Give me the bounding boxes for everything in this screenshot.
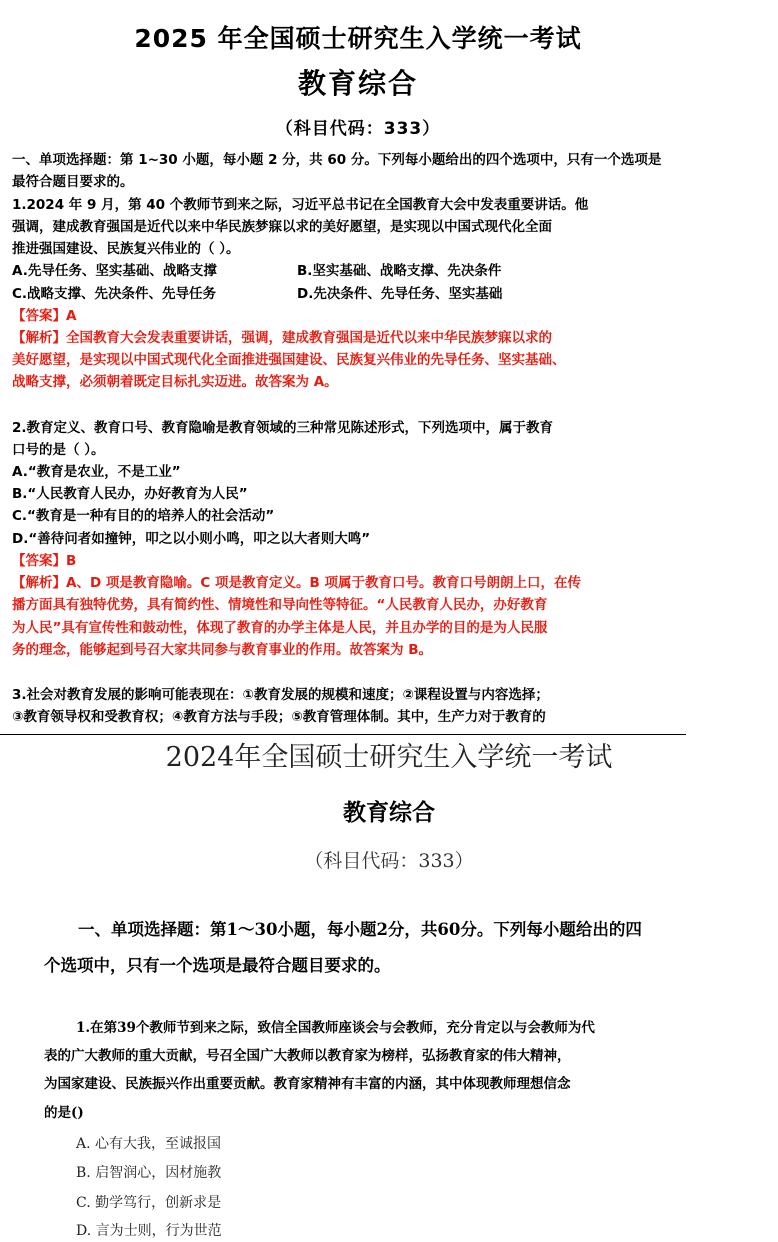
question-2-stem: 口号的是（ ）。: [12, 442, 105, 458]
question-1-option-b: B.坚实基础、战略支撑、先决条件: [297, 263, 502, 279]
section-heading: 一、单项选择题：第1～30小题，每小题2分，共60分。下列每小题给出的四: [78, 920, 642, 939]
exam-subject: 教育综合: [297, 67, 418, 100]
section-heading: 个选项中，只有一个选项是最符合题目要求的。: [44, 956, 391, 975]
question-2-option-c: C.“教育是一种有目的的培养人的社会活动”: [12, 508, 275, 524]
question-1-stem: 1.2024 年 9 月，第 40 个教师节到来之际，习近平总书记在全国教育大会中发表重要讲话。他: [12, 197, 589, 213]
question-1-analysis: 战略支撑，必须朝着既定目标扎实迈进。故答案为 A。: [12, 374, 338, 390]
question-3-stem: ③教育领导权和受教育权；④教育方法与手段；⑤教育管理体制。其中，生产力对于教育的: [12, 709, 546, 725]
exam-title: 2024年全国硕士研究生入学统一考试: [165, 742, 613, 773]
question-2-option-d: D.“善待问者如撞钟，叩之以小则小鸣，叩之以大者则大鸣”: [12, 531, 371, 547]
question-1-stem: 为国家建设、民族振兴作出重要贡献。教育家精神有丰富的内涵，其中体现教师理想信念: [44, 1076, 571, 1092]
question-1-option-c: C.战略支撑、先决条件、先导任务: [12, 286, 217, 302]
exam-subject: 教育综合: [343, 799, 435, 826]
question-1-option-c: C. 勤学笃行，创新求是: [76, 1195, 222, 1211]
question-1-option-a: A.先导任务、坚实基础、战略支撑: [12, 263, 217, 279]
section-heading: 一、单项选择题：第 1~30 小题，每小题 2 分，共 60 分。下列每小题给出的四个选项中，只有一个选项是: [12, 152, 662, 168]
question-2-analysis: 为人民”具有宣传性和鼓动性，体现了教育的办学主体是人民，并且办学的目的是为人民服: [12, 620, 548, 636]
question-2-analysis: 务的理念，能够起到号召大家共同参与教育事业的作用。故答案为 B。: [12, 642, 432, 658]
question-1-stem: 表的广大教师的重大贡献，号召全国广大教师以教育家为榜样，弘扬教育家的伟大精神，: [44, 1048, 571, 1064]
question-3-stem: 3.社会对教育发展的影响可能表现在：①教育发展的规模和速度；②课程设置与内容选择；: [12, 687, 549, 703]
question-1-stem: 强调，建成教育强国是近代以来中华民族梦寐以求的美好愿望，是实现以中国式现代化全面: [12, 219, 552, 235]
question-1-option-a: A. 心有大我，至诚报国: [76, 1136, 222, 1152]
question-2-answer: 【答案】B: [12, 553, 77, 569]
question-1-stem: 1.在第39个教师节到来之际，致信全国教师座谈会与会教师，充分肯定以与会教师为代: [76, 1020, 595, 1036]
question-1-stem: 推进强国建设、民族复兴伟业的（ ）。: [12, 241, 240, 257]
question-2-option-a: A.“教育是农业，不是工业”: [12, 464, 181, 480]
question-1-option-b: B. 启智润心，因材施教: [76, 1165, 222, 1181]
question-2-analysis: 播方面具有独特优势，具有简约性、情境性和导向性等特征。“人民教育人民办，办好教育: [12, 597, 548, 613]
question-1-analysis: 美好愿望，是实现以中国式现代化全面推进强国建设、民族复兴伟业的先导任务、坚实基础、: [12, 352, 566, 368]
exam-title: 2025 年全国硕士研究生入学统一考试: [134, 24, 582, 53]
question-2-analysis: 【解析】A、D 项是教育隐喻。C 项是教育定义。B 项属于教育口号。教育口号朗朗上口，在传: [12, 575, 581, 591]
question-1-answer: 【答案】A: [12, 308, 77, 324]
question-2-option-b: B.“人民教育人民办，办好教育为人民”: [12, 486, 248, 502]
exam-code: （科目代码：333）: [304, 850, 474, 872]
question-1-analysis: 【解析】全国教育大会发表重要讲话，强调，建成教育强国是近代以来中华民族梦寐以求的: [12, 330, 552, 346]
exam-2024-page: [0, 735, 729, 1239]
question-1-option-d: D. 言为士则，行为世范: [76, 1223, 222, 1239]
exam-code: （科目代码：333）: [275, 119, 441, 139]
section-heading: 最符合题目要求的。: [12, 174, 134, 190]
question-1-stem: 的是(): [44, 1105, 84, 1121]
question-1-option-d: D.先决条件、先导任务、坚实基础: [297, 286, 503, 302]
question-2-stem: 2.教育定义、教育口号、教育隐喻是教育领域的三种常见陈述形式，下列选项中，属于教育: [12, 420, 554, 436]
